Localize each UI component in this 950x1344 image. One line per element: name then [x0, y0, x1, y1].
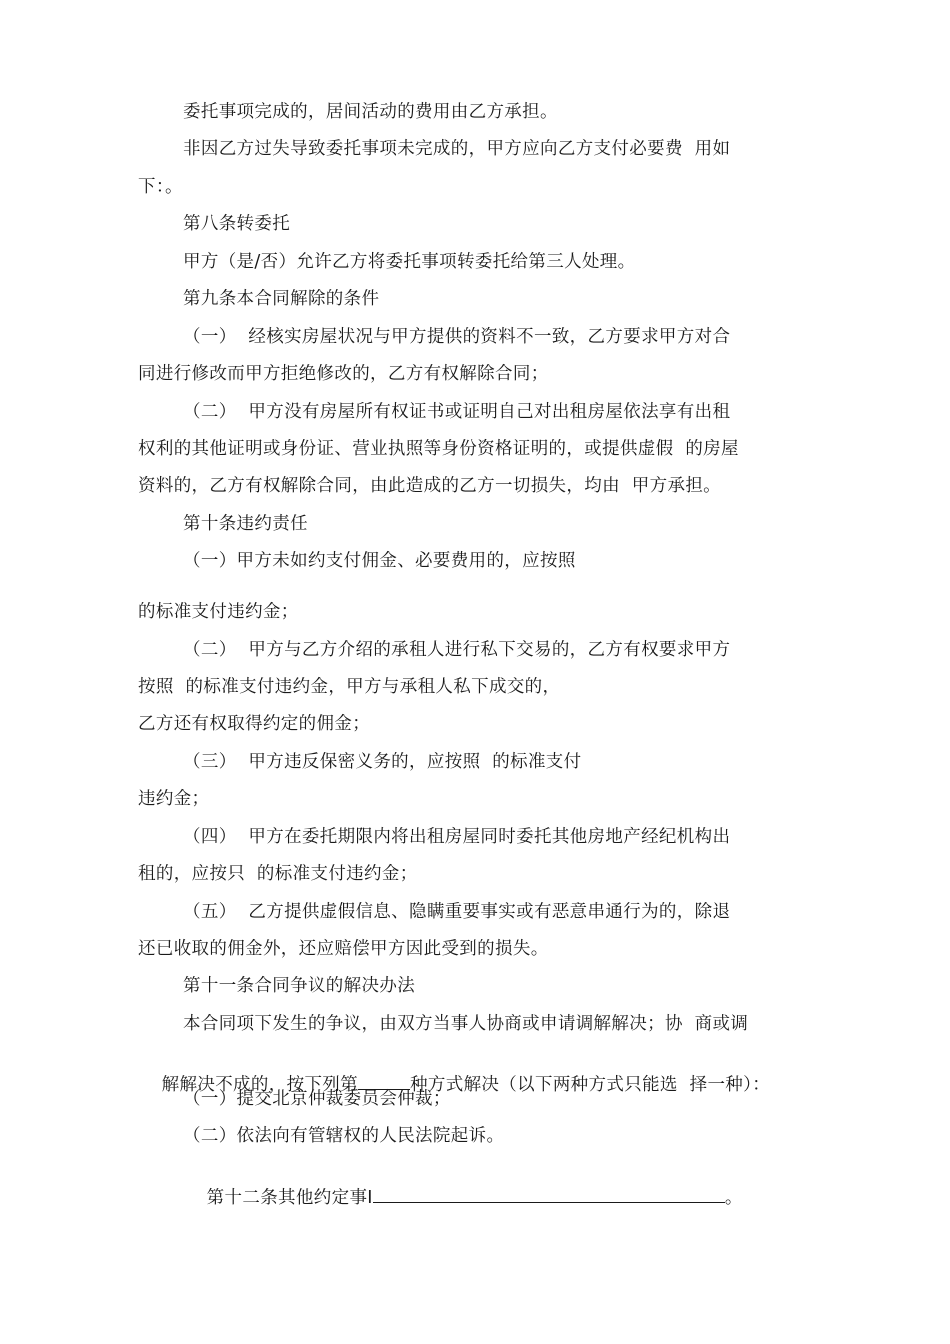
- paragraph-line: 的标准支付违约金；: [138, 602, 299, 622]
- paragraph-line: 甲方（是/否）允许乙方将委托事项转委托给第三人处理。: [183, 252, 636, 272]
- paragraph-line: （三） 甲方违反保密义务的，应按照 的标准支付: [183, 752, 582, 772]
- paragraph-line: （一）甲方未如约支付佣金、必要费用的，应按照: [183, 551, 576, 571]
- paragraph-line: 租的，应按只 的标准支付违约金；: [138, 864, 418, 884]
- paragraph-line: （二） 甲方没有房屋所有权证书或证明自己对出租房屋依法享有出租: [183, 402, 731, 422]
- paragraph-line: 下：。: [138, 177, 183, 197]
- paragraph-line: 按照 的标准支付违约金，甲方与承租人私下成交的，: [138, 677, 561, 697]
- line-prefix: 解解决不成的，按下列第: [161, 1075, 359, 1095]
- paragraph-line: （四） 甲方在委托期限内将出租房屋同时委托其他房地产经纪机构出: [183, 827, 731, 847]
- paragraph-line: （一） 经核实房屋状况与甲方提供的资料不一致，乙方要求甲方对合: [183, 327, 731, 347]
- section-heading: 第十条违约责任: [183, 514, 308, 534]
- line-prefix: 第十二条其他约定事Ⅰ: [206, 1188, 373, 1208]
- fill-in-blank: [373, 1186, 725, 1203]
- paragraph-line: （一）提交北京仲裁委员会仲裁；: [183, 1089, 451, 1109]
- paragraph-line: 还已收取的佣金外，还应赔偿甲方因此受到的损失。: [138, 939, 549, 959]
- line-suffix: 种方式解决（以下两种方式只能选 择一种）：: [410, 1075, 771, 1095]
- paragraph-line: （五） 乙方提供虚假信息、隐瞒重要事实或有恶意串通行为的，除退: [183, 902, 731, 922]
- section-heading: 第十一条合同争议的解决办法: [183, 976, 416, 996]
- paragraph-line: 权利的其他证明或身份证、营业执照等身份资格证明的，或提供虚假 的房屋: [138, 439, 739, 459]
- paragraph-line: 非因乙方过失导致委托事项未完成的，甲方应向乙方支付必要费 用如: [183, 139, 731, 159]
- paragraph-line: 同进行修改而甲方拒绝修改的，乙方有权解除合同；: [138, 364, 549, 384]
- paragraph-line: 资料的，乙方有权解除合同，由此造成的乙方一切损失，均由 甲方承担。: [138, 476, 722, 496]
- section-heading: 第八条转委托: [183, 214, 291, 234]
- paragraph-line: 委托事项完成的，居间活动的费用由乙方承担。: [183, 102, 558, 122]
- paragraph-line: （二） 甲方与乙方介绍的承租人进行私下交易的，乙方有权要求甲方: [183, 640, 731, 660]
- paragraph-line-with-blank: [183, 1162, 743, 1234]
- paragraph-line: 违约金；: [138, 789, 210, 809]
- line-suffix: 。: [724, 1188, 743, 1208]
- section-heading: 第九条本合同解除的条件: [183, 289, 380, 309]
- paragraph-line: 本合同项下发生的争议，由双方当事人协商或申请调解解决；协 商或调: [183, 1014, 749, 1034]
- paragraph-line: （二）依法向有管辖权的人民法院起诉。: [183, 1126, 505, 1146]
- paragraph-line: 乙方还有权取得约定的佣金；: [138, 714, 371, 734]
